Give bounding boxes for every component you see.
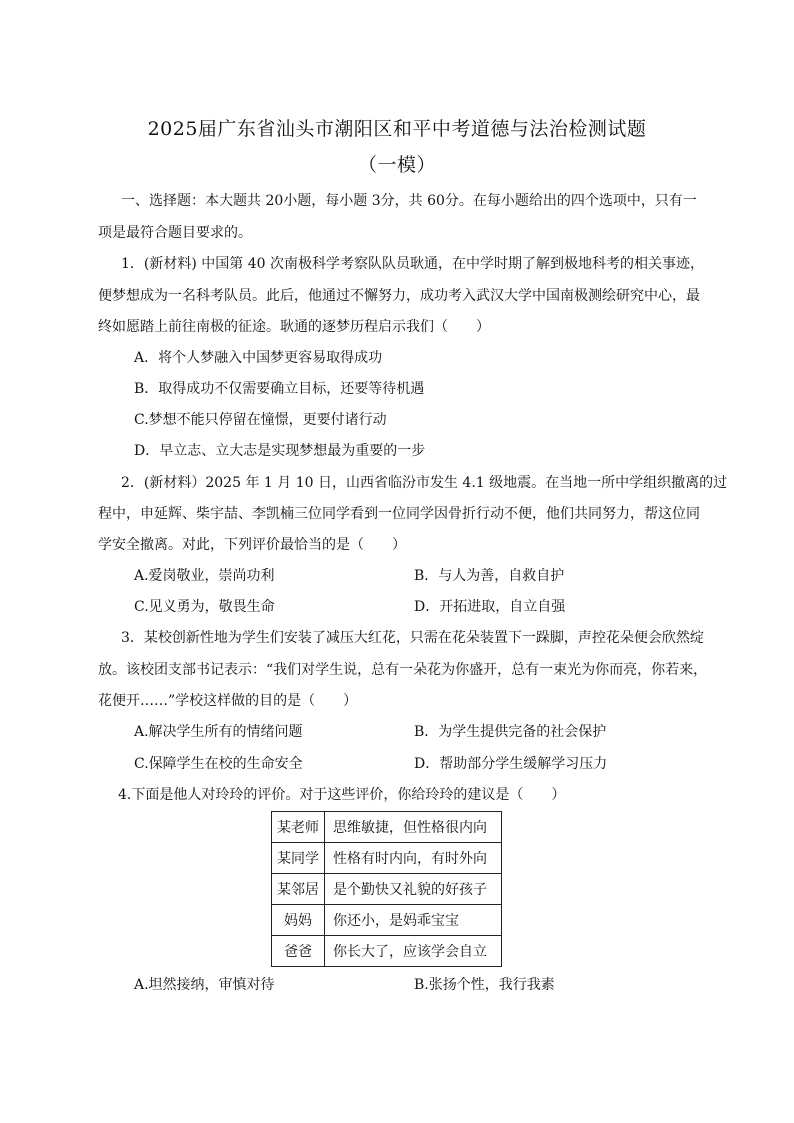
q1-option-b: B．取得成功不仅需要确立目标，还要等待机遇	[134, 381, 425, 397]
table-row	[272, 843, 502, 874]
table-cell-comment: 思维敏捷，但性格很内向	[325, 812, 502, 843]
q2-stem-line-1: 2．(新材料）2025 年 1 月 10 日，山西省临汾市发生 4.1 级地震。在当地一所中学组织撤离的过	[121, 475, 728, 491]
q1-stem-line-3: 终如愿踏上前往南极的征途。耿通的逐梦历程启示我们（ ）	[98, 319, 490, 335]
q3-option-d: D．帮助部分学生缓解学习压力	[414, 756, 608, 772]
q1-stem-line-2: 便梦想成为一名科考队员。此后，他通过不懈努力，成功考入武汉大学中国南极测绘研究中心，最	[98, 288, 700, 304]
q1-option-d: D．早立志、立大志是实现梦想最为重要的一步	[134, 443, 426, 459]
exam-subtitle: （一模）	[357, 154, 436, 176]
q2-stem-line-3: 学安全撤离。对此，下列评价最恰当的是（ ）	[98, 537, 406, 553]
q3-option-a: A.解决学生所有的情绪问题	[134, 724, 303, 740]
q1-stem-line-1: 1．(新材料) 中国第 40 次南极科学考察队队员耿通，在中学时期了解到极地科考的相关事迹，	[121, 256, 704, 272]
q2-stem-line-2: 程中，申延辉、柴宇喆、李凯楠三位同学看到一位同学因骨折行动不便，他们共同努力，帮这位同	[98, 506, 700, 522]
table-cell-comment: 你长大了，应该学会自立	[325, 936, 502, 967]
q2-option-c: C.见义勇为，敬畏生命	[134, 599, 275, 615]
table-row	[272, 905, 502, 936]
table-cell-person: 某同学	[272, 843, 325, 874]
q3-stem-line-2: 放。该校团支部书记表示：“我们对学生说，总有一朵花为你盛开，总有一束光为你而亮，你若来，	[98, 662, 708, 678]
section-instructions-line-1: 一、选择题：本大题共 20小题，每小题 3分，共 60分。在每小题给出的四个选项中，只有一	[121, 193, 697, 209]
table-row	[272, 874, 502, 905]
q1-option-a: A．将个人梦融入中国梦更容易取得成功	[134, 350, 383, 366]
evaluation-table	[271, 811, 502, 967]
table-cell-person: 妈妈	[272, 905, 325, 936]
q4-stem-line-1: 4.下面是他人对玲玲的评价。对于这些评价，你给玲玲的建议是（ ）	[118, 787, 566, 803]
q4-option-b: B.张扬个性，我行我素	[414, 977, 555, 993]
table-cell-comment: 是个勤快又礼貌的好孩子	[325, 874, 502, 905]
q2-option-d: D．开拓进取，自立自强	[414, 599, 566, 615]
table-row	[272, 936, 502, 967]
q3-stem-line-3: 花便开……”学校这样做的目的是（ ）	[98, 693, 358, 709]
table-cell-comment: 性格有时内向，有时外向	[325, 843, 502, 874]
q4-option-a: A.坦然接纳，审慎对待	[134, 977, 275, 993]
section-instructions-line-2: 项是最符合题目要求的。	[98, 225, 252, 241]
q3-stem-line-1: 3．某校创新性地为学生们安装了减压大红花，只需在花朵装置下一跺脚，声控花朵便会欣然绽	[121, 630, 704, 646]
q2-option-a: A.爱岗敬业，崇尚功利	[134, 568, 275, 584]
table-row	[272, 812, 502, 843]
q3-option-c: C.保障学生在校的生命安全	[134, 756, 303, 772]
q1-option-c: C.梦想不能只停留在憧憬，更要付诸行动	[134, 412, 387, 428]
exam-title: 2025届广东省汕头市潮阳区和平中考道德与法治检测试题	[147, 118, 647, 140]
q3-option-b: B．为学生提供完备的社会保护	[414, 724, 607, 740]
table-cell-comment: 你还小，是妈乖宝宝	[325, 905, 502, 936]
q2-option-b: B．与人为善，自救自护	[414, 568, 565, 584]
table-cell-person: 某老师	[272, 812, 325, 843]
table-cell-person: 某邻居	[272, 874, 325, 905]
table-cell-person: 爸爸	[272, 936, 325, 967]
